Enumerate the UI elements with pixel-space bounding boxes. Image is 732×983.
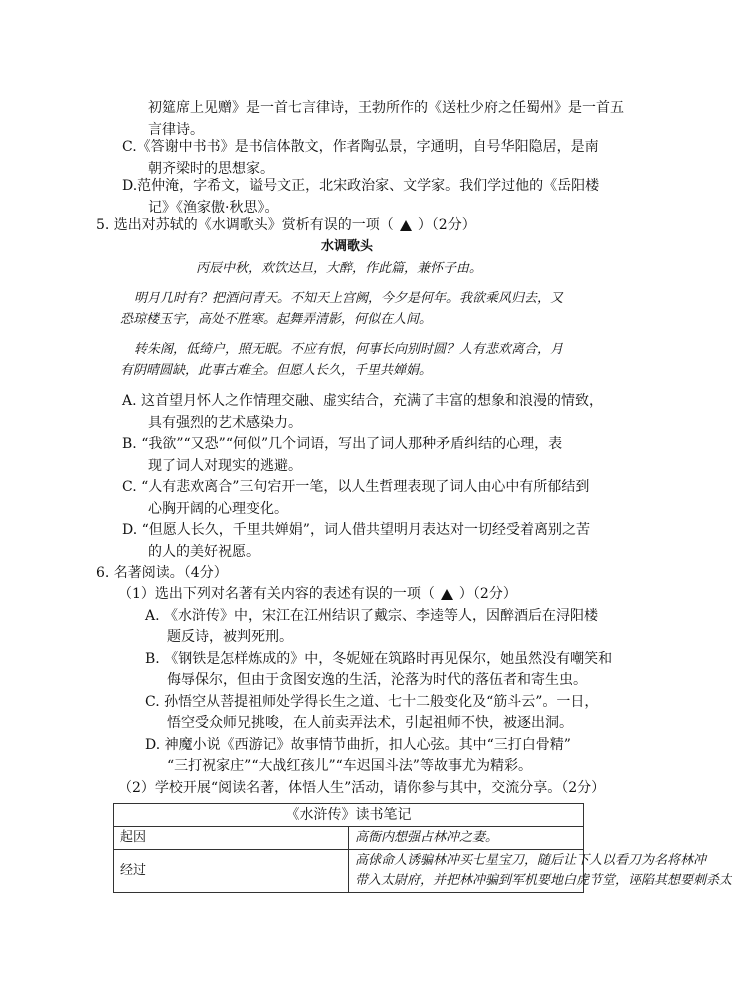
option-a-line: A. 《水浒传》中，宋江在江州结识了戴宗、李逵等人，因醉酒后在浔阳楼 [145,608,599,624]
triangle-icon [400,220,412,231]
option-d-line: D. “但愿人长久，千里共婵娟”，词人借共望明月表达对一切经受着离别之苦 [122,522,590,538]
question-6-2-stem: （2）学校开展“阅读名著，体悟人生”活动，请你参与其中，交流分享。（2分） [118,780,606,796]
option-d-line: D.范仲淹，字希文，谥号文正，北宋政治家、文学家。我们学过他的《岳阳楼 [122,178,600,194]
table-caption: 《水浒传》读书笔记 [114,804,584,827]
option-c-line: C. “人有悲欢离合”三句宕开一笔，以人生哲理表现了词人由心中有所郁结到 [122,479,590,495]
question-6-stem: 6. 名著阅读。（4分） [96,565,228,581]
row-value: 高俅命人诱骗林冲买七星宝刀，随后让下人以看刀为名将林冲 带入太尉府，并把林冲骗到军机要地白虎节堂，诬陷其想要刺杀太 [349,850,584,893]
poem-line: 恐琼楼玉宇，高处不胜寒。起舞弄清影，何似在人间。 [120,312,433,327]
row-key: 经过 [114,850,349,893]
option-c-line: 朝齐梁时的思想家。 [148,161,274,177]
poem-preface: 丙辰中秋，欢饮达旦，大醉，作此篇，兼怀子由。 [196,261,483,276]
text-line: 言律诗。 [148,122,204,138]
option-c-line: 心胸开阔的心理变化。 [148,501,288,517]
option-a-line: 具有强烈的艺术感染力。 [148,415,302,431]
option-d-line: D. 神魔小说《西游记》故事情节曲折，扣人心弦。其中“三打白骨精” [145,737,571,753]
question-5-stem: 5. 选出对苏轼的《水调歌头》赏析有误的一项（ ）（2分） [96,217,476,233]
option-c-line: C.《答谢中书书》是书信体散文，作者陶弘景，字通明，自号华阳隐居，是南 [122,139,599,155]
option-a-line: 题反诗，被判死刑。 [167,629,293,645]
text-line: 初筵席上见赠》是一首七言律诗，王勃所作的《送杜少府之任蜀州》是一首五 [148,100,624,116]
option-d-line: “三打祝家庄”“大战红孩儿”“车迟国斗法”等故事尤为精彩。 [167,758,532,774]
option-d-line: 的人的美好祝愿。 [148,544,260,560]
poem-line: 明月几时有？把酒问青天。不知天上宫阙，今夕是何年。我欲乘风归去，又 [134,291,564,306]
option-b-line: B. 《钢铁是怎样炼成的》中，冬妮娅在筑路时再见保尔，她虽然没有嘲笑和 [145,651,613,667]
table-row [114,827,584,850]
option-b-line: 侮辱保尔，但由于贪图安逸的生活，沦落为时代的落伍者和寄生虫。 [167,672,587,688]
option-b-line: 现了词人对现实的逃避。 [148,458,302,474]
option-c-line: C. 孙悟空从菩提祖师处学得长生之道、七十二般变化及“筋斗云”。一日， [145,694,599,710]
table-row [114,850,584,893]
row-key: 起因 [114,827,349,850]
poem-line: 转朱阁，低绮户，照无眠。不应有恨，何事长向别时圆？人有悲欢离合，月 [134,342,564,357]
poem-line: 有阴晴圆缺，此事古难全。但愿人长久，千里共婵娟。 [120,363,433,378]
poem-title: 水调歌头 [321,239,374,254]
option-a-line: A. 这首望月怀人之作情理交融、虚实结合，充满了丰富的想象和浪漫的情致， [122,393,604,409]
option-d-line: 记》《渔家傲·秋思》。 [148,200,279,216]
question-6-1-stem: （1）选出下列对名著有关内容的表述有误的一项（ ）（2分） [118,586,517,602]
triangle-icon [441,589,453,600]
option-b-line: B. “我欲”“又恐”“何似”几个词语，写出了词人那种矛盾纠结的心理，表 [122,436,563,452]
reading-notes-table [113,803,732,893]
row-value: 高衙内想强占林冲之妻。 [349,827,584,850]
option-c-line: 悟空受众师兄挑唆，在人前卖弄法术，引起祖师不快，被逐出洞。 [167,715,573,731]
